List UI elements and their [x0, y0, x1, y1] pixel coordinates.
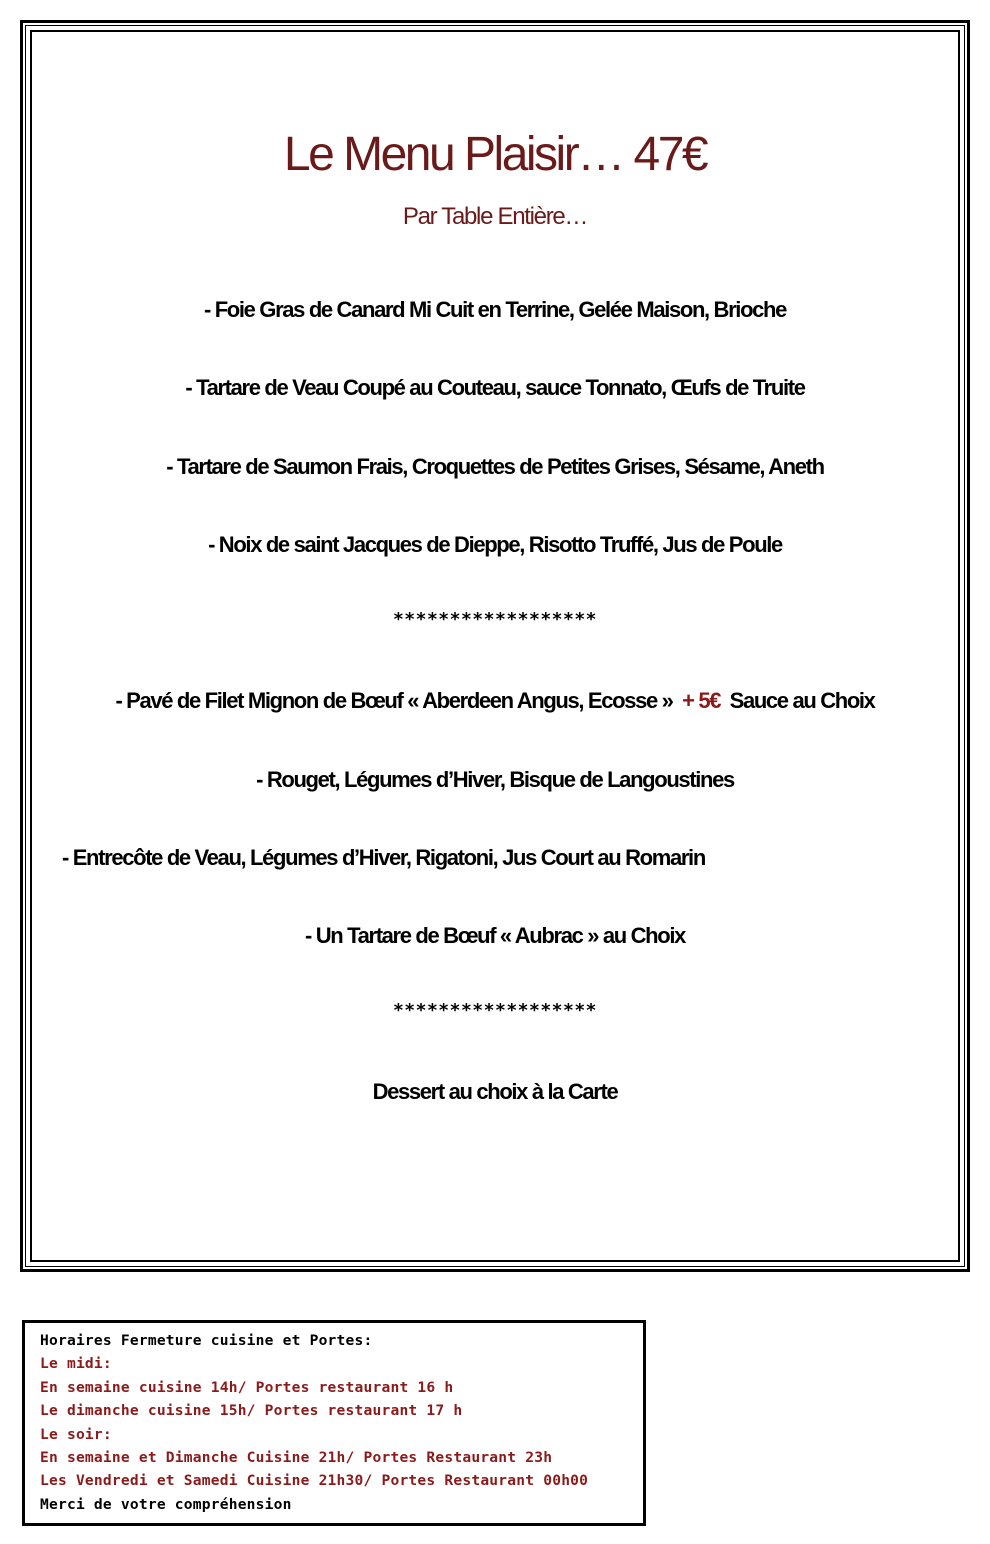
main-filet-mignon-text: - Pavé de Filet Mignon de Bœuf « Aberdeen Angus, Ecosse » — [115, 688, 673, 713]
hours-lunch-label: Le midi: — [40, 1355, 112, 1373]
main-filet-mignon-sauce: Sauce au Choix — [729, 688, 875, 713]
separator-stars: ****************** — [392, 1000, 598, 1021]
hours-thanks: Merci de votre compréhension — [40, 1495, 292, 1513]
starter-foie-gras: - Foie Gras de Canard Mi Cuit en Terrine, Gelée Maison, Brioche — [203, 297, 787, 322]
separator-stars: ****************** — [392, 609, 598, 630]
supplement-price: + 5€ — [682, 688, 721, 713]
main-rouget: - Rouget, Légumes d’Hiver, Bisque de Langoustines — [256, 767, 734, 792]
hours-evening-week: En semaine et Dimanche Cuisine 21h/ Portes Restaurant 23h — [40, 1449, 553, 1467]
hours-evening-label: Le soir: — [40, 1425, 112, 1443]
hours-heading: Horaires Fermeture cuisine et Portes: — [40, 1332, 373, 1349]
starter-tartare-saumon: - Tartare de Saumon Frais, Croquettes de Petites Grises, Sésame, Aneth — [166, 454, 824, 479]
hours-lunch-sunday: Le dimanche cuisine 15h/ Portes restaurant 17 h — [40, 1402, 463, 1420]
dessert-line: Dessert au choix à la Carte — [372, 1079, 618, 1104]
menu-subtitle: Par Table Entière… — [402, 203, 588, 230]
main-filet-mignon — [0, 685, 990, 717]
opening-hours-box — [22, 1320, 646, 1526]
main-entrecote-veau: - Entrecôte de Veau, Légumes d’Hiver, Rigatoni, Jus Court au Romarin — [62, 845, 705, 870]
main-tartare-boeuf: - Un Tartare de Bœuf « Aubrac » au Choix — [305, 923, 685, 948]
hours-evening-weekend: Les Vendredi et Samedi Cuisine 21h30/ Portes Restaurant 00h00 — [40, 1472, 589, 1490]
menu-title: Le Menu Plaisir… 47€ — [283, 128, 707, 181]
starter-tartare-veau: - Tartare de Veau Coupé au Couteau, sauce Tonnato, Œufs de Truite — [185, 375, 805, 400]
starter-saint-jacques: - Noix de saint Jacques de Dieppe, Risotto Truffé, Jus de Poule — [208, 532, 782, 557]
hours-lunch-week: En semaine cuisine 14h/ Portes restaurant 16 h — [40, 1378, 454, 1396]
